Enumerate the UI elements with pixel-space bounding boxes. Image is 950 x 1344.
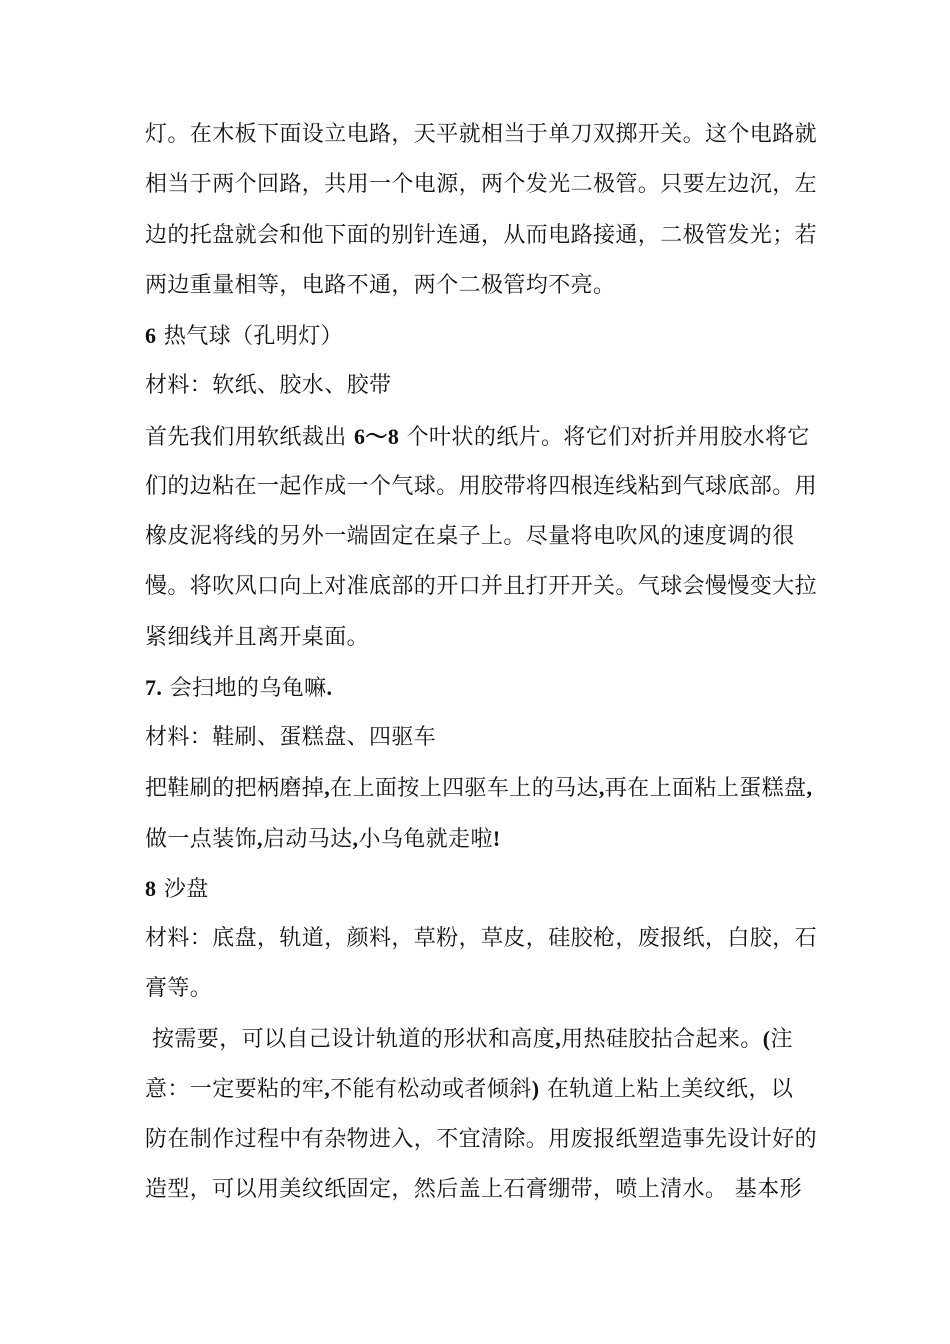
section-heading-6: 6 热气球（孔明灯） xyxy=(145,323,344,349)
paragraph-line: 防在制作过程中有杂物进入，不宜清除。用废报纸塑造事先设计好的 xyxy=(145,1127,818,1152)
paragraph-line: 们的边粘在一起作成一个气球。用胶带将四根连线粘到气球底部。用 xyxy=(145,474,818,499)
paragraph-line: 造型，可以用美纹纸固定，然后盖上石膏绷带，喷上清水。 基本形 xyxy=(145,1177,802,1202)
paragraph-line: 边的托盘就会和他下面的别针连通，从而电路接通，二极管发光；若 xyxy=(145,223,818,248)
materials-line: 材料：鞋刷、蛋糕盘、四驱车 xyxy=(145,725,437,750)
paragraph-line: 首先我们用软纸裁出 6～8 个叶状的纸片。将它们对折并用胶水将它 xyxy=(145,424,810,450)
paragraph-line: 紧细线并且离开桌面。 xyxy=(145,625,370,650)
paragraph-line: 两边重量相等，电路不通，两个二极管均不亮。 xyxy=(145,273,616,298)
paragraph-line: 意：一定要粘的牢,不能有松动或者倾斜) 在轨道上粘上美纹纸，以 xyxy=(145,1076,794,1102)
paragraph-line: 灯。在木板下面设立电路，天平就相当于单刀双掷开关。这个电路就 xyxy=(145,122,818,147)
paragraph-line: 膏等。 xyxy=(145,976,213,1001)
materials-line: 材料：底盘，轨道，颜料，草粉，草皮，硅胶枪，废报纸，白胶，石 xyxy=(145,926,818,951)
paragraph-line: 把鞋刷的把柄磨掉,在上面按上四驱车上的马达,再在上面粘上蛋糕盘, xyxy=(145,775,813,801)
paragraph-line: 相当于两个回路，共用一个电源，两个发光二极管。只要左边沉，左 xyxy=(145,172,818,197)
paragraph-line: 慢。将吹风口向上对准底部的开口并且打开开关。气球会慢慢变大拉 xyxy=(145,574,818,599)
section-heading-7: 7. 会扫地的乌龟嘛. xyxy=(145,675,333,701)
materials-line: 材料：软纸、胶水、胶带 xyxy=(145,373,392,398)
paragraph-line: 做一点装饰,启动马达,小乌龟就走啦! xyxy=(145,826,501,852)
paragraph-line: 按需要，可以自己设计轨道的形状和高度,用热硅胶拈合起来。(注 xyxy=(152,1026,793,1052)
paragraph-line: 橡皮泥将线的另外一端固定在桌子上。尽量将电吹风的速度调的很 xyxy=(145,524,795,549)
section-heading-8: 8 沙盘 xyxy=(145,876,209,902)
